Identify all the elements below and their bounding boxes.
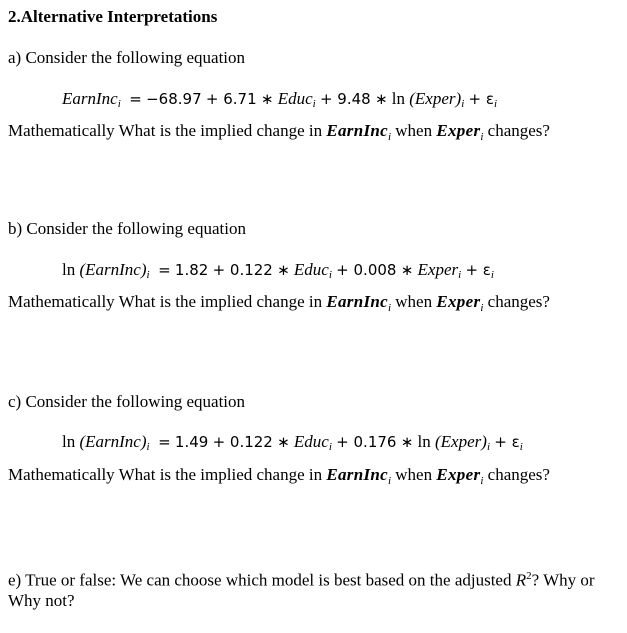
part-a-label: a) Consider the following equation xyxy=(8,48,246,67)
part-b-label: b) Consider the following equation xyxy=(8,219,246,238)
equation-b: $\ln (EarnInc)_i = 1.82 + 0.122$ ∗ Educ$_i$ + 0.008 ∗ Exper$_i$ + $\varepsilon_i$ xyxy=(62,260,494,281)
equation-c: $\ln (EarnInc)_i = 1.49 + 0.122$ ∗ Educ$_i$ + 0.176 ∗ $\ln (Exper)_i + \varepsilon_i$ xyxy=(62,432,523,453)
section-heading: 2.Alternative Interpretations xyxy=(8,7,218,26)
equation-a: EarnInc$_i$ = −68.97 + 6.71 ∗ Educ$_i$ + 9.48 ∗ $\ln (Exper)_i + \varepsilon_i$ xyxy=(62,89,498,110)
question-e: e) True or false: We can choose which model is best based on the adjusted $R^2$? Why or Why not? xyxy=(8,570,595,610)
question-a: Mathematically What is the implied change in EarnInc$_i$ when Exper$_i$ changes? xyxy=(8,121,550,143)
question-b: Mathematically What is the implied change in EarnInc$_i$ when Exper$_i$ changes? xyxy=(8,292,550,314)
question-c: Mathematically What is the implied change in EarnInc$_i$ when Exper$_i$ changes? xyxy=(8,465,550,487)
part-c-label: c) Consider the following equation xyxy=(8,392,246,411)
